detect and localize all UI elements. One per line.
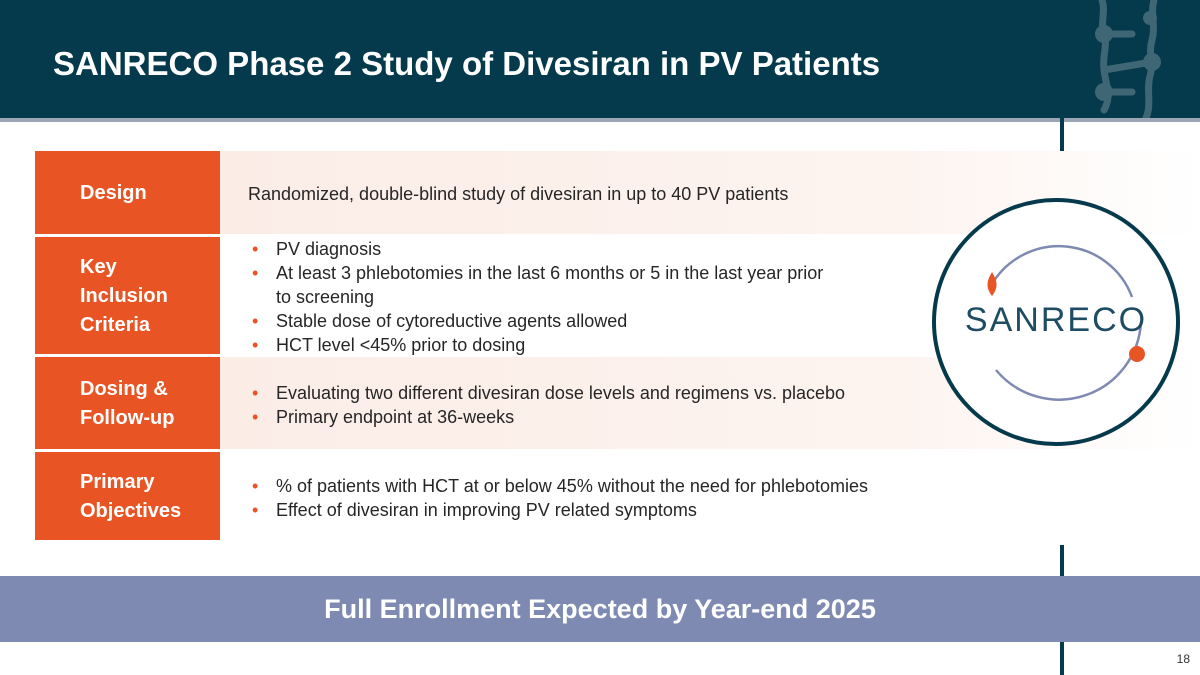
list-item: • Evaluating two different divesiran dose levels and regimens vs. placebo [248,381,845,405]
list-item: • Stable dose of cytoreductive agents allowed [248,309,823,333]
row-label-primary-objectives [35,452,220,540]
header-divider [0,118,1200,122]
label-line: Inclusion [80,285,168,307]
page-number: 18 [1176,652,1190,666]
criteria-list [248,237,823,357]
list-item: • HCT level <45% prior to dosing [248,333,823,357]
label-text: Design [80,182,147,204]
label-line: Key [80,256,117,278]
footer-banner-text: Full Enrollment Expected by Year-end 2025 [324,594,876,624]
list-item: • PV diagnosis [248,237,823,261]
label-line: Criteria [80,314,151,336]
label-line: Objectives [80,500,182,522]
logo-wordmark: SANRECO [964,301,1148,339]
label-line: Dosing & [80,378,168,400]
row-label-dosing-follow-up [35,357,220,449]
page-title: SANRECO Phase 2 Study of Divesiran in PV Patients [53,45,881,82]
row-label-key-inclusion-criteria [35,237,220,354]
design-text: Randomized, double-blind study of divesiran in up to 40 PV patients [248,184,789,204]
label-line: Follow-up [80,407,175,429]
list-item-continuation: to screening [276,287,375,307]
list-item: • At least 3 phlebotomies in the last 6 months or 5 in the last year prior [248,261,823,285]
molecule-icon [1082,0,1172,118]
list-item: • Effect of divesiran in improving PV related symptoms [248,498,868,522]
list-item: • % of patients with HCT at or below 45% without the need for phlebotomies [248,474,868,498]
dosing-list [248,381,845,429]
row-label-design [35,151,220,234]
list-item: • Primary endpoint at 36-weeks [248,405,845,429]
row-primary-objectives [35,452,1200,540]
objectives-list [248,474,868,522]
sanreco-logo [932,198,1180,446]
label-line: Primary [80,471,155,493]
